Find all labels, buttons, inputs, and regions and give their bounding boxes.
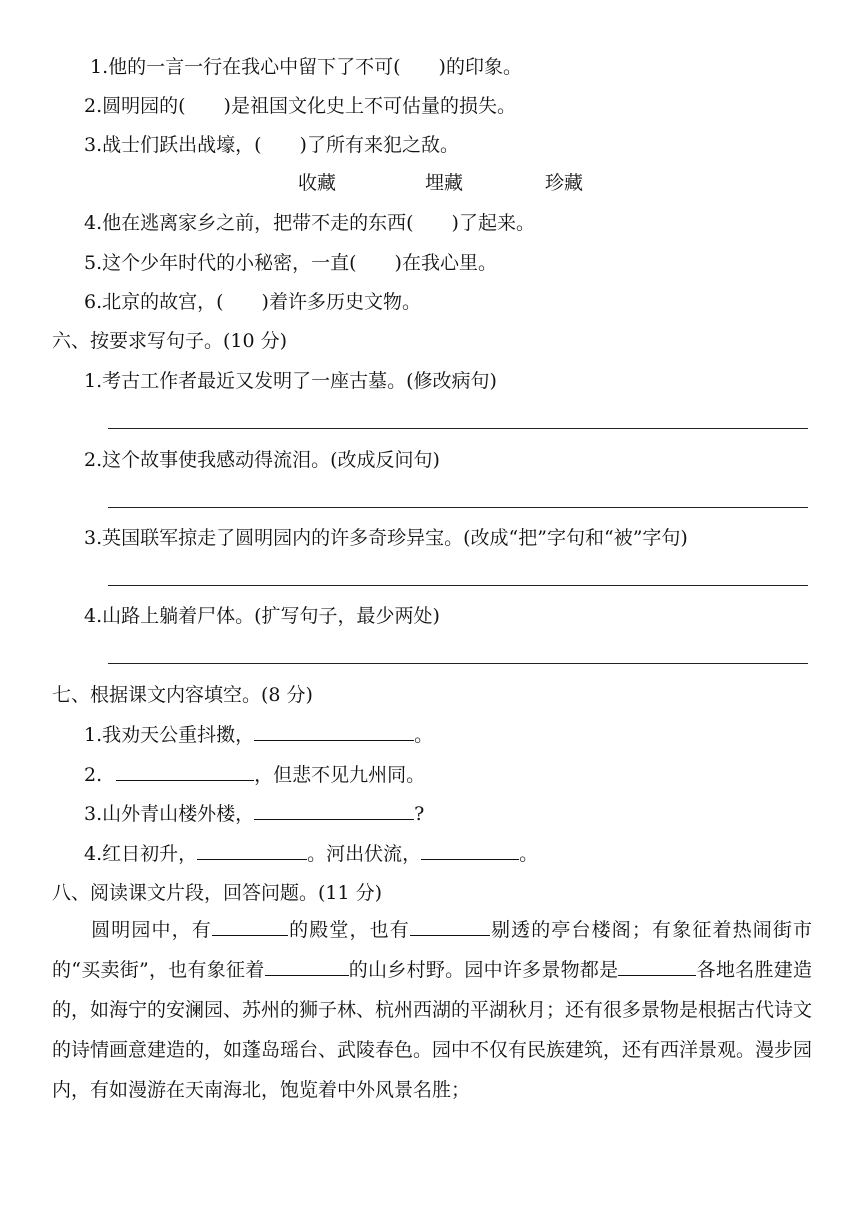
item-text: 英国联军掠走了圆明园内的许多奇珍异宝。(改成“把”字句和“被”字句) [102, 527, 688, 549]
item-number: 5. [84, 252, 103, 274]
question-item [84, 93, 516, 119]
passage-text: 圆明园中，有 [90, 919, 212, 941]
fill-blank[interactable] [410, 917, 490, 936]
item-text: 他的一言一行在我心中留下了不可( )的印象。 [108, 56, 522, 78]
item-text: 考古工作者最近又发明了一座古墓。(修改病句) [102, 370, 497, 392]
answer-line[interactable] [108, 663, 808, 664]
question-item [84, 250, 497, 276]
reading-passage [52, 910, 812, 1110]
question-item [84, 210, 535, 236]
section-title: 六、按要求写句子。(10 分) [52, 330, 288, 352]
item-text: 圆明园的( )是祖国文化史上不可估量的损失。 [102, 95, 516, 117]
item-number: 4. [84, 212, 103, 234]
item-number: 3. [84, 803, 103, 825]
fill-item [84, 801, 424, 827]
question-item [84, 447, 440, 473]
question-item [84, 289, 421, 315]
fill-blank[interactable] [421, 841, 519, 860]
item-text: 山路上躺着尸体。(扩写句子，最少两处) [102, 605, 440, 627]
fill-blank[interactable] [618, 957, 696, 976]
item-number: 2. [84, 449, 103, 471]
item-text: 北京的故宫，( )着许多历史文物。 [102, 291, 421, 313]
item-text: 他在逃离家乡之前，把带不走的东西( )了起来。 [102, 212, 535, 234]
question-item [84, 525, 688, 551]
item-number: 6. [84, 291, 103, 313]
word-choice: 珍藏 [545, 172, 584, 194]
item-text: 。 [414, 724, 434, 746]
item-number: 3. [84, 527, 103, 549]
fill-item [84, 762, 425, 788]
item-text: 红日初升， [102, 843, 198, 865]
fill-blank[interactable] [254, 722, 414, 741]
fill-blank[interactable] [197, 841, 307, 860]
fill-item [84, 722, 433, 748]
item-text: 山外青山楼外楼， [102, 803, 255, 825]
item-number: 2. [84, 95, 103, 117]
item-number: 2. [84, 764, 103, 786]
fill-blank[interactable] [254, 801, 414, 820]
item-text: 。 [519, 843, 539, 865]
answer-line[interactable] [108, 507, 808, 508]
fill-blank[interactable] [212, 917, 288, 936]
item-text: 我劝天公重抖擞， [102, 724, 255, 746]
answer-line[interactable] [108, 428, 808, 429]
question-item [84, 368, 497, 394]
passage-text: 的殿堂，也有 [287, 919, 410, 941]
item-text: ? [414, 803, 425, 825]
fill-blank[interactable] [116, 762, 254, 781]
item-text: 这个故事使我感动得流泪。(改成反问句) [102, 449, 440, 471]
section-title: 七、根据课文内容填空。(8 分) [52, 684, 313, 706]
item-text: 战士们跃出战壕，( )了所有来犯之敌。 [102, 134, 459, 156]
passage-text: 剔透的亭台楼阁；有象征着热闹街市的“买卖街”，也有象征着 [52, 919, 812, 981]
section-title: 八、阅读课文片段，回答问题。(11 分) [52, 882, 383, 904]
answer-line[interactable] [108, 585, 808, 586]
item-number: 1. [84, 724, 103, 746]
item-text: 这个少年时代的小秘密，一直( )在我心里。 [102, 252, 497, 274]
item-number: 4. [84, 843, 103, 865]
passage-text: 各地名胜建造的，如海宁的安澜园、苏州的狮子林、杭州西湖的平湖秋月；还有很多景物是根据古代诗文的诗情画意建造的，如蓬岛瑶台、武陵春色。园中不仅有民族建筑，还有西洋景观。漫步园内，有如漫游在天南海北，饱览着中外风景名胜； [52, 959, 813, 1101]
item-number: 1. [90, 56, 109, 78]
fill-item [84, 841, 538, 867]
item-number: 1. [84, 370, 103, 392]
word-choice: 埋藏 [425, 172, 464, 194]
item-number: 4. [84, 605, 103, 627]
item-text: ，但悲不见九州同。 [254, 764, 426, 786]
item-text: 。河出伏流， [307, 843, 422, 865]
question-item [84, 132, 459, 158]
item-number: 3. [84, 134, 103, 156]
word-choices [0, 170, 860, 196]
question-item [84, 603, 440, 629]
question-item [90, 54, 522, 80]
word-choice: 收藏 [298, 172, 337, 194]
passage-text: 的山乡村野。园中许多景物都是 [348, 959, 619, 981]
fill-blank[interactable] [265, 957, 349, 976]
